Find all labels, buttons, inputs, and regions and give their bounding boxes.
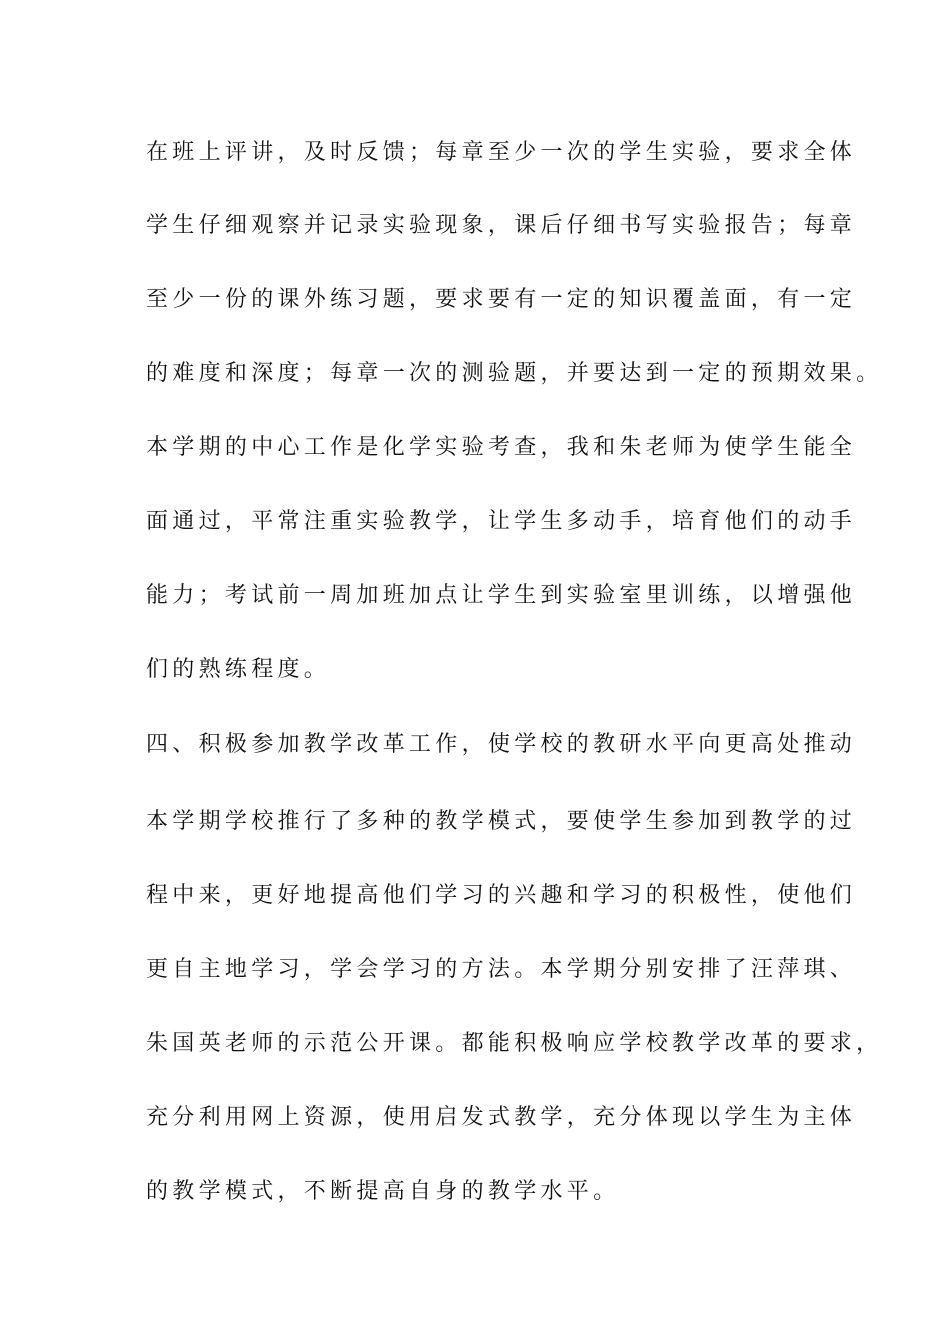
- text-line-3: 至少一份的课外练习题，要求要有一定的知识覆盖面，有一定: [146, 287, 857, 312]
- text-line-10: 本学期学校推行了多种的教学模式，要使学生参加到教学的过: [146, 809, 857, 834]
- section-heading: 四、积极参加教学改革工作，使学校的教研水平向更高处推动: [146, 732, 857, 757]
- text-line-7: 能力；考试前一周加班加点让学生到实验室里训练，以增强他: [146, 583, 857, 608]
- text-line-11: 程中来，更好地提高他们学习的兴趣和学习的积极性，使他们: [146, 883, 857, 908]
- text-line-6: 面通过，平常注重实验教学，让学生多动手，培育他们的动手: [146, 509, 857, 534]
- text-line-14: 充分利用网上资源，使用启发式教学，充分体现以学生为主体: [146, 1105, 857, 1130]
- text-line-12: 更自主地学习，学会学习的方法。本学期分别安排了汪萍琪、: [146, 957, 857, 982]
- text-line-4: 的难度和深度；每章一次的测验题，并要达到一定的预期效果。: [146, 361, 883, 386]
- text-line-15: 的教学模式，不断提高自身的教学水平。: [146, 1179, 620, 1204]
- text-line-2: 学生仔细观察并记录实验现象，课后仔细书写实验报告；每章: [146, 213, 857, 238]
- text-line-5: 本学期的中心工作是化学实验考查，我和朱老师为使学生能全: [146, 435, 857, 460]
- text-line-1: 在班上评讲，及时反馈；每章至少一次的学生实验，要求全体: [146, 140, 857, 165]
- text-line-8: 们的熟练程度。: [146, 657, 331, 682]
- text-line-13: 朱国英老师的示范公开课。都能积极响应学校教学改革的要求，: [146, 1031, 883, 1056]
